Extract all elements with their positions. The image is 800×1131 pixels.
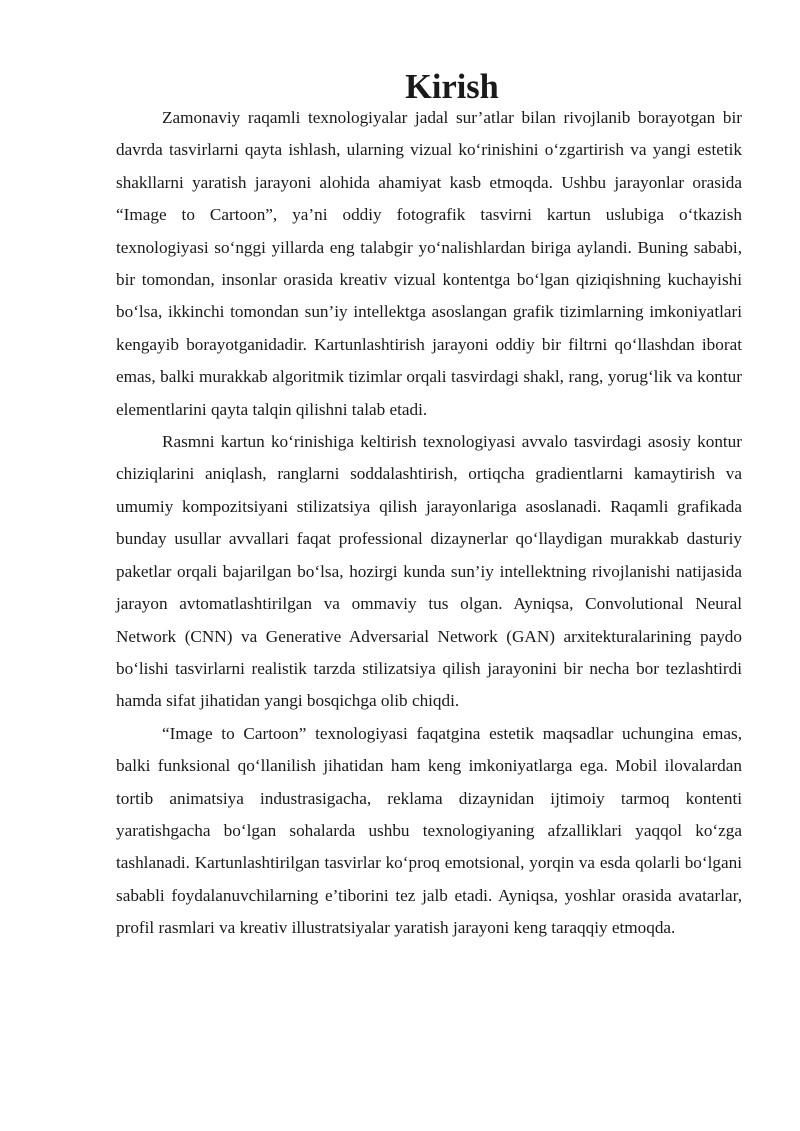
paragraph-3: “Image to Cartoon” texnologiyasi faqatgina estetik maqsadlar uchungina emas, balki funksional qo‘llanilish jihatidan ham keng imkoniyatlarga ega. Mobil ilovalardan tortib animatsiya industrasigacha, reklama dizaynidan ijtimoiy tarmoq kontenti yaratishgacha bo‘lgan sohalarda ushbu texnologiyaning afzalliklari yaqqol ko‘zga tashlanadi. Kartunlashtirilgan tasvirlar ko‘proq emotsional, yorqin va esda qolarli bo‘lgani sababli foydalanuvchilarning e’tiborini tez jalb etadi. Ayniqsa, yoshlar orasida avatarlar, profil rasmlari va kreativ illustratsiyalar yaratish jarayoni keng taraqqiy etmoqda.: [116, 723, 742, 938]
paragraph-1: Zamonaviy raqamli texnologiyalar jadal sur’atlar bilan rivojlanib borayotgan bir davrda tasvirlarni qayta ishlash, ularning vizual ko‘rinishini o‘zgartirish va yangi estetik shakllarni yaratish jarayoni alohida ahamiyat kasb etmoqda. Ushbu jarayonlar orasida “Image to Cartoon”, ya’ni oddiy fotografik tasvirni kartun uslubiga o‘tkazish texnologiyasi so‘nggi yillarda eng talabgir yo‘nalishlardan biriga aylandi. Buning sababi, bir tomondan, insonlar orasida kreativ vizual kontentga bo‘lgan qiziqishning kuchayishi bo‘lsa, ikkinchi tomondan sun’iy intellektga asoslangan grafik tizimlarning imkoniyatlari kengayib borayotganidadir. Kartunlashtirish jarayoni oddiy bir filtrni qo‘llashdan iborat emas, balki murakkab algoritmik tizimlar orqali tasvirdagi shakl, rang, yorug‘lik va kontur elementlarini qayta talqin qilishni talab etadi.: [116, 108, 742, 419]
document-body: [116, 68, 742, 945]
paragraph-2: Rasmni kartun ko‘rinishiga keltirish texnologiyasi avvalo tasvirdagi asosiy kontur chiziqlarini aniqlash, ranglarni soddalashtirish, ortiqcha gradientlarni kamaytirish va umumiy kompozitsiyani stilizatsiya qilish jarayonlariga asoslanadi. Raqamli grafikada bunday usullar avvallari faqat professional dizaynerlar qo‘llaydigan murakkab dasturiy paketlar orqali bajarilgan bo‘lsa, hozirgi kunda sun’iy intellektning rivojlanishi natijasida jarayon avtomatlashtirilgan va ommaviy tus olgan. Ayniqsa, Convolutional Neural Network (CNN) va Generative Adversarial Network (GAN) arxitekturalarining paydo bo‘lishi tasvirlarni realistik tarzda stilizatsiya qilish jarayonini bir necha bor tezlashtirdi hamda sifat jihatidan yangi bosqichga olib chiqdi.: [116, 432, 742, 711]
section-heading: Kirish: [405, 68, 499, 106]
